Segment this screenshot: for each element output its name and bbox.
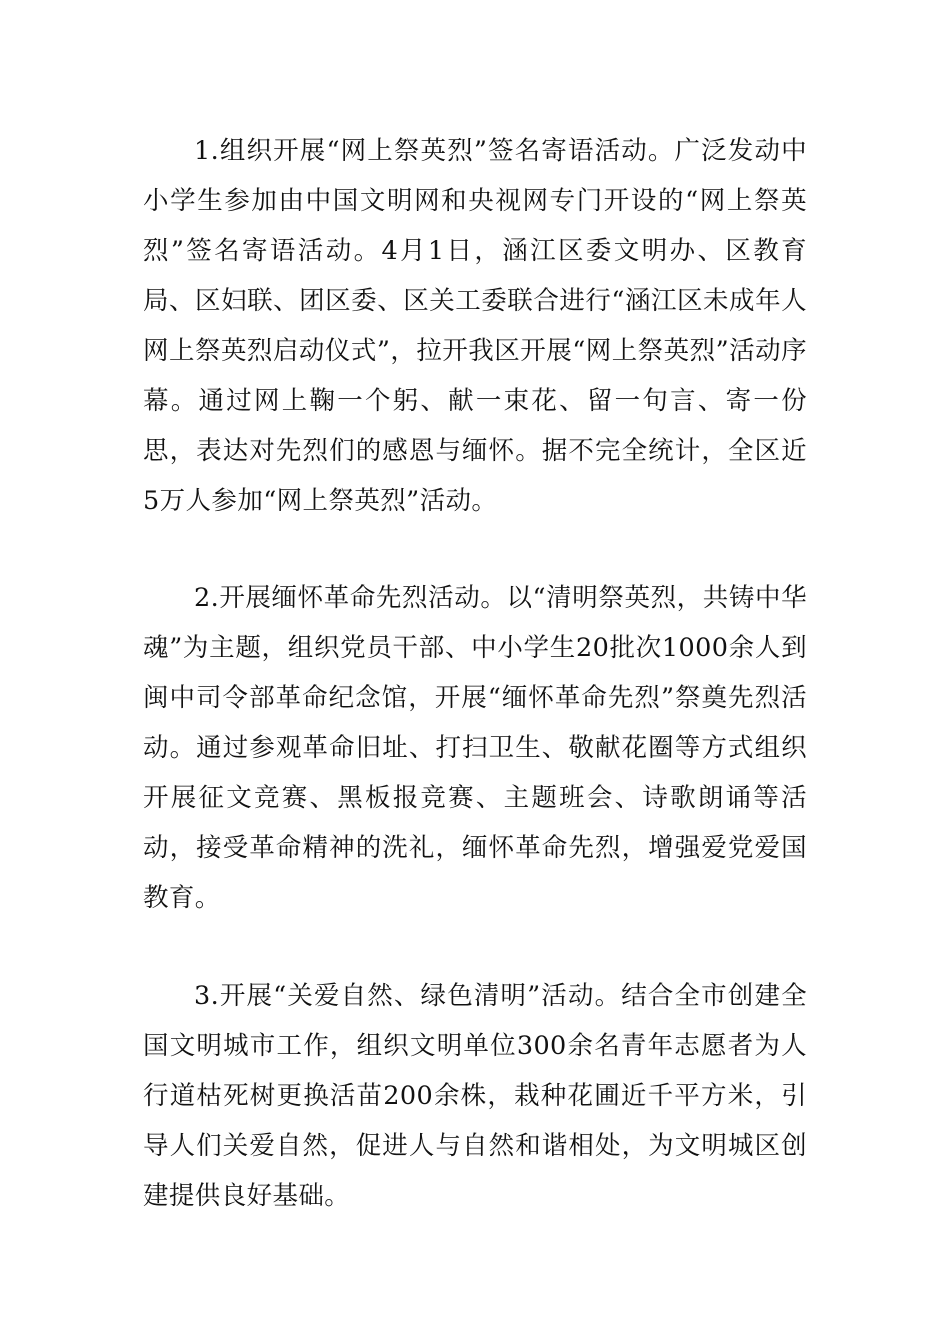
paragraph-online-martyr-tribute: 1.组织开展“网上祭英烈”签名寄语活动。广泛发动中小学生参加由中国文明网和央视网专门开设的“网上祭英烈”签名寄语活动。4月1日，涵江区委文明办、区教育局、区妇联、团区委、区关工委联合进行“涵江区未成年人网上祭英烈启动仪式”，拉开我区开展“网上祭英烈”活动序幕。通过网上鞠一个躬、献一束花、留一句言、寄一份思，表达对先烈们的感恩与缅怀。据不完全统计，全区近5万人参加“网上祭英烈”活动。 [143, 136, 807, 516]
paragraph-commemorate-martyrs: 2.开展缅怀革命先烈活动。以“清明祭英烈，共铸中华魂”为主题，组织党员干部、中小学生20批次1000余人到闽中司令部革命纪念馆，开展“缅怀革命先烈”祭奠先烈活动。通过参观革命旧址、打扫卫生、敬献花圈等方式组织开展征文竞赛、黑板报竞赛、主题班会、诗歌朗诵等活动，接受革命精神的洗礼，缅怀革命先烈，增强爱党爱国教育。 [143, 583, 807, 913]
paragraph-green-qingming: 3.开展“关爱自然、绿色清明”活动。结合全市创建全国文明城市工作，组织文明单位300余名青年志愿者为人行道枯死树更换活苗200余株，栽种花圃近千平方米，引导人们关爱自然，促进人与自然和谐相处，为文明城区创建提供良好基础。 [143, 981, 807, 1211]
